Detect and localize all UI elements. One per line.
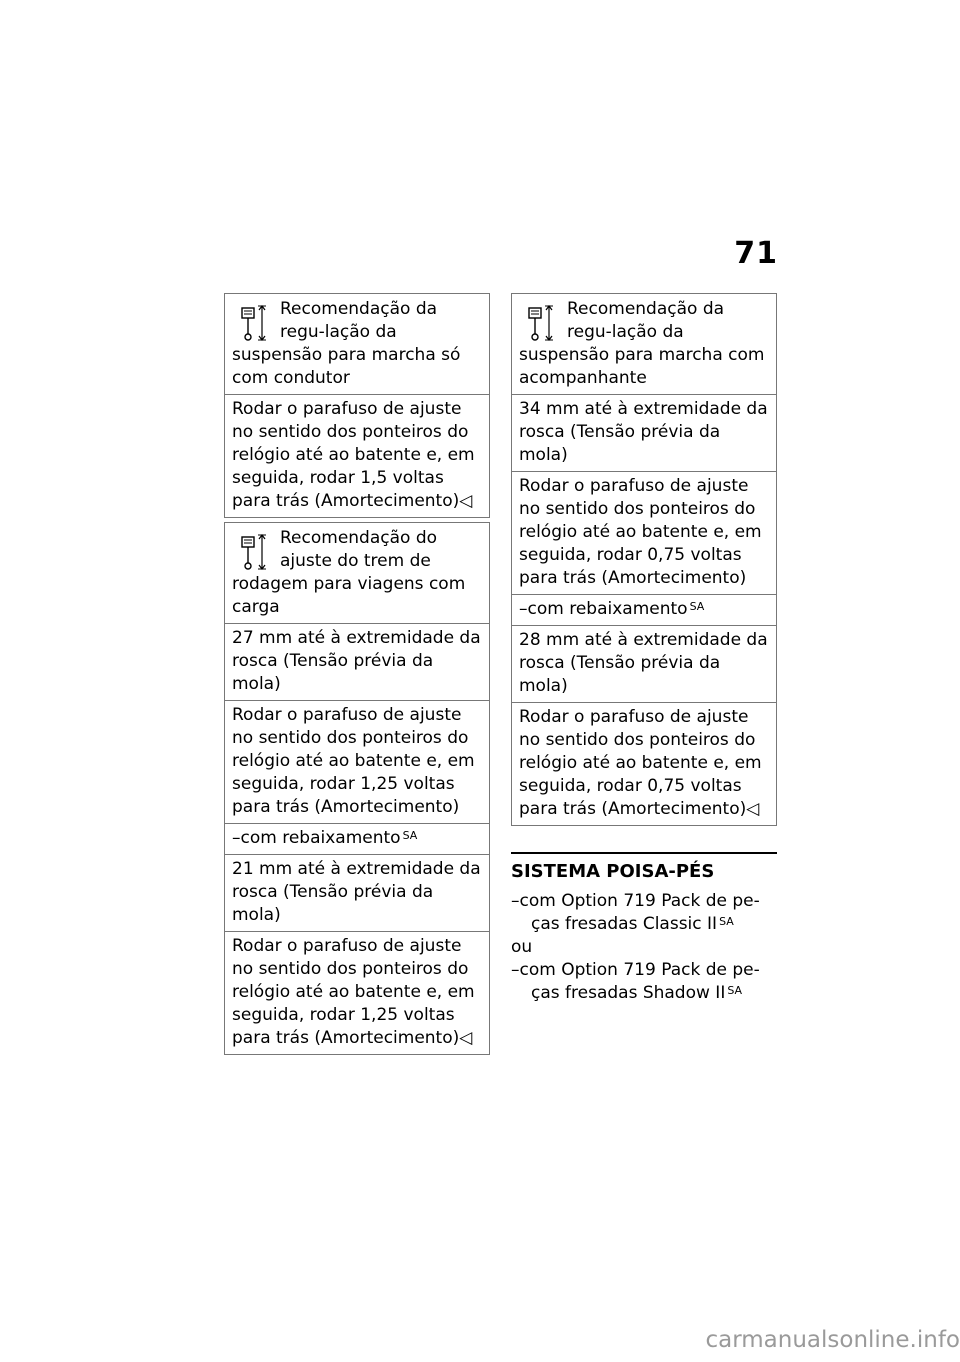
watermark: carmanualsonline.info: [705, 1327, 960, 1353]
spec-row: Rodar o parafuso de ajuste no sentido dos ponteiros do relógio até ao batente e, em seguida, rodar 1,25 voltas para trás (Amortecimento): [225, 700, 489, 823]
spec-row: Rodar o parafuso de ajuste no sentido dos ponteiros do relógio até ao batente e, em seguida, rodar 0,75 voltas para trás (Amortecimento)◁: [512, 702, 776, 825]
spec-row: 27 mm até à extremidade da rosca (Tensão prévia da mola): [225, 623, 489, 700]
section-title: SISTEMA POISA-PÉS: [511, 861, 715, 882]
option-shadow: [511, 959, 777, 1005]
spec-header-text: Recomendação do ajuste do trem de rodagem para viagens com carga: [232, 528, 466, 617]
option-sup: SA: [719, 915, 734, 928]
spec-row: 34 mm até à extremidade da rosca (Tensão prévia da mola): [512, 394, 776, 471]
right-column: [511, 293, 777, 1005]
spec-table-passenger: [511, 293, 777, 826]
spec-condition: [512, 594, 776, 625]
spec-header-text: Recomendação da regu-lação da suspensão para marcha com acompanhante: [519, 299, 765, 388]
condition-text: –com rebaixamento: [232, 828, 401, 848]
spec-header-text: Recomendação da regu-lação da suspensão para marcha só com condutor: [232, 299, 461, 388]
spec-row: 21 mm até à extremidade da rosca (Tensão prévia da mola): [225, 854, 489, 931]
spec-header-passenger: [512, 294, 776, 394]
left-column: [224, 293, 490, 1059]
spec-table-load: [224, 522, 490, 1055]
spec-row: Rodar o parafuso de ajuste no sentido dos ponteiros do relógio até ao batente e, em seguida, rodar 1,25 voltas para trás (Amortecimento)◁: [225, 931, 489, 1054]
condition-sup: SA: [689, 600, 705, 613]
option-sup: SA: [727, 984, 743, 997]
option-text: –com Option 719 Pack de pe-ças fresadas Shadow II: [511, 960, 760, 1003]
condition-sup: SA: [402, 829, 418, 842]
spec-header-load: [225, 523, 489, 623]
option-classic: [511, 890, 777, 936]
page-number: 71: [734, 236, 778, 271]
spec-header-solo: [225, 294, 489, 394]
spec-row: 28 mm até à extremidade da rosca (Tensão prévia da mola): [512, 625, 776, 702]
suspension-spring-icon: [519, 300, 561, 344]
option-text: –com Option 719 Pack de pe-ças fresadas Classic II: [511, 891, 760, 934]
condition-text: –com rebaixamento: [519, 599, 688, 619]
or-text: ou: [511, 937, 533, 957]
spec-row: Rodar o parafuso de ajuste no sentido dos ponteiros do relógio até ao batente e, em seguida, rodar 0,75 voltas para trás (Amortecimento): [512, 471, 776, 594]
spec-condition: [225, 823, 489, 854]
suspension-spring-icon: [232, 300, 274, 344]
footrest-section: [511, 852, 777, 1005]
spec-table-solo: [224, 293, 490, 518]
suspension-spring-icon: [232, 529, 274, 573]
spec-row: Rodar o parafuso de ajuste no sentido dos ponteiros do relógio até ao batente e, em seguida, rodar 1,5 voltas para trás (Amortecimento)◁: [225, 394, 489, 517]
